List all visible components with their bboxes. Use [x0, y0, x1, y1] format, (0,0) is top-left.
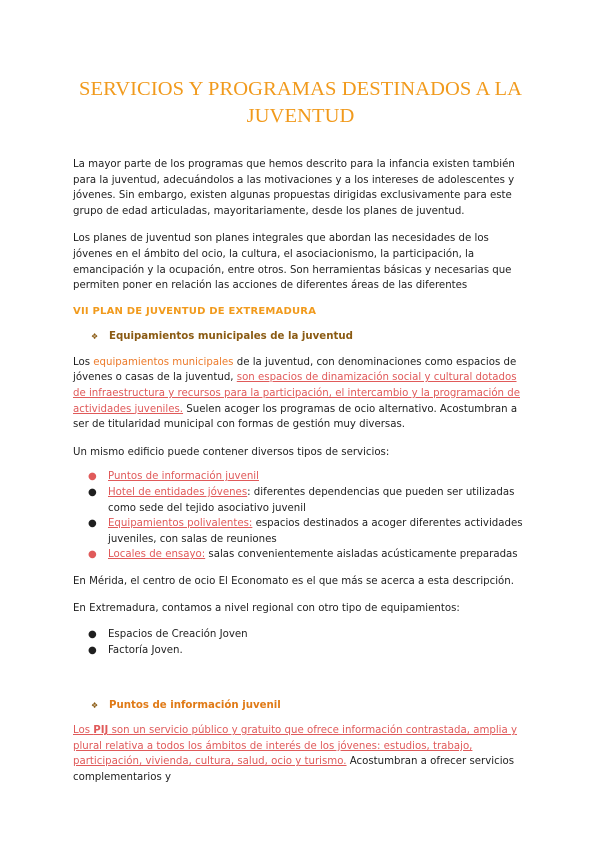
bullet-icon: ● [88, 549, 97, 561]
list-item [88, 627, 528, 643]
pij-definition-link[interactable]: son un servicio público y gratuito que ofrece información contrastada, amplia y plural relativa a todos los ámbitos de interés de los jóvenes: estudios, trabajo, participación, vivienda, cultura, salud, ocio y turismo. [73, 725, 518, 768]
bullet-icon: ● [88, 486, 97, 498]
subheading-equipamientos [91, 331, 528, 342]
equipamientos-paragraph [73, 355, 528, 433]
subheading-pij [91, 700, 528, 711]
planes-paragraph: Los planes de juventud son planes integrales que abordan las necesidades de los jóvenes en el ámbito del ocio, la cultura, el asociacionismo, la participación, la emancipación y la ocupación, entre otros. Son herramientas básicas y necesarias que permiten poner en relación las acciones de diferentes áreas de las diferentes [73, 233, 512, 292]
regional-list [73, 627, 528, 658]
definition-link[interactable]: son espacios de dinamización social y cultural dotados de infraestructura y recursos para la participación, el intercambio y la programación de actividades juveniles. [73, 372, 520, 415]
regional-item-label: Espacios de Creación Joven [108, 629, 248, 641]
merida-paragraph: En Mérida, el centro de ocio El Economato es el que más se acerca a esta descripción. [73, 575, 514, 587]
edificio-intro: Un mismo edificio puede contener diversos tipos de servicios: [73, 446, 390, 458]
service-link[interactable]: Hotel de entidades jóvenes [108, 486, 248, 498]
page-title: SERVICIOS Y PROGRAMAS DESTINADOS A LA JUVENTUD [78, 78, 523, 127]
service-link[interactable]: Puntos de información juvenil [108, 471, 259, 483]
extremadura-paragraph: En Extremadura, contamos a nivel regional con otro tipo de equipamientos: [73, 603, 460, 615]
highlight-equipamientos: equipamientos municipales [93, 356, 234, 368]
text-span: Suelen acoger los programas de ocio alternativo. Acostumbran a ser de titularidad municipal con formas de gestión muy diversas. [73, 403, 518, 431]
service-link[interactable]: Equipamientos polivalentes: [108, 518, 253, 530]
subheading-pij-label: Puntos de información juvenil [109, 700, 281, 712]
section-heading: VII PLAN DE JUVENTUD DE EXTREMADURA [73, 305, 317, 317]
list-item [88, 485, 528, 516]
bullet-icon: ● [88, 644, 97, 656]
list-item [88, 643, 528, 659]
text-span: Los [73, 356, 94, 368]
service-text: : diferentes dependencias que pueden ser utilizadas como sede del tejido asociativo juvenil [108, 486, 515, 514]
bullet-icon: ● [88, 518, 97, 530]
list-item [88, 516, 528, 547]
pij-acronym-link[interactable]: PIJ [93, 725, 109, 737]
services-list [73, 469, 528, 563]
diamond-bullet-icon: ❖ [91, 701, 99, 711]
pij-paragraph [73, 723, 528, 785]
service-link[interactable]: Locales de ensayo: [108, 549, 206, 561]
subheading-equipamientos-label: Equipamientos municipales de la juventud [109, 330, 353, 342]
text-span: de la juventud, con denominaciones como espacios de jóvenes o casas de la juventud, [73, 356, 517, 384]
diamond-bullet-icon: ❖ [91, 331, 99, 341]
list-item [88, 547, 528, 563]
list-item [88, 469, 528, 485]
service-text: espacios destinados a acoger diferentes actividades juveniles, con salas de reuniones [108, 518, 523, 545]
bullet-icon: ● [88, 629, 97, 641]
intro-paragraph: La mayor parte de los programas que hemos descrito para la infancia existen también para la juventud, adecuándolos a las motivaciones y a los intereses de adolescentes y jóvenes. Sin embargo, existen algunas propuestas dirigidas exclusivamente para este grupo de edad articuladas, mayoritariamente, desde los planes de juventud. [73, 159, 515, 217]
regional-item-label: Factoría Joven. [108, 644, 183, 656]
pij-link[interactable]: Los [73, 725, 94, 737]
text-span: Acostumbran a ofrecer servicios complementarios y [73, 756, 515, 784]
bullet-icon: ● [88, 471, 97, 483]
service-text: salas convenientemente aisladas acústicamente preparadas [205, 549, 518, 561]
